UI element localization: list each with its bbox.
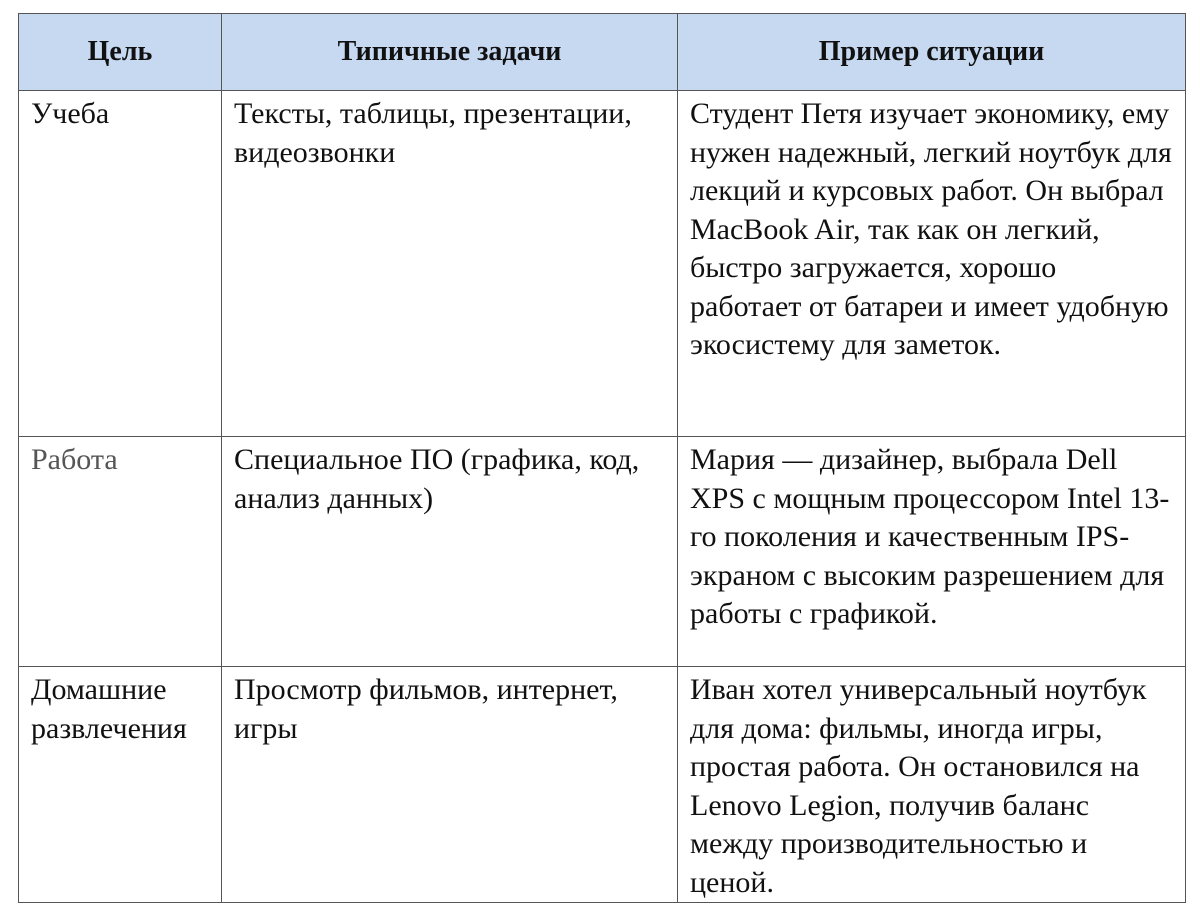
table-row [19, 437, 1186, 667]
cell-goal: Учеба [19, 91, 222, 437]
cell-tasks: Тексты, таблицы, презентации, видеозвонки [222, 91, 678, 437]
cell-example: Иван хотел универсальный ноутбук для дома: фильмы, иногда игры, простая работа. Он остановился на Lenovo Legion, получив баланс между производительностью и ценой. [678, 667, 1186, 903]
header-goal: Цель [19, 14, 222, 91]
table-row [19, 91, 1186, 437]
cell-goal: Работа [19, 437, 222, 667]
cell-goal: Домашние развлечения [19, 667, 222, 903]
cell-tasks: Просмотр фильмов, интернет, игры [222, 667, 678, 903]
cell-example: Мария — дизайнер, выбрала Dell XPS с мощным процессором Intel 13-го поколения и качественным IPS-экраном с высоким разрешением для работы с графикой. [678, 437, 1186, 667]
cell-tasks: Специальное ПО (графика, код, анализ данных) [222, 437, 678, 667]
table-row [19, 667, 1186, 903]
laptop-usage-table [18, 13, 1186, 903]
table-header-row [19, 14, 1186, 91]
cell-example: Студент Петя изучает экономику, ему нужен надежный, легкий ноутбук для лекций и курсовых работ. Он выбрал MacBook Air, так как он легкий, быстро загружается, хорошо работает от батареи и имеет удобную экосистему для заметок. [678, 91, 1186, 437]
header-tasks: Типичные задачи [222, 14, 678, 91]
header-example: Пример ситуации [678, 14, 1186, 91]
